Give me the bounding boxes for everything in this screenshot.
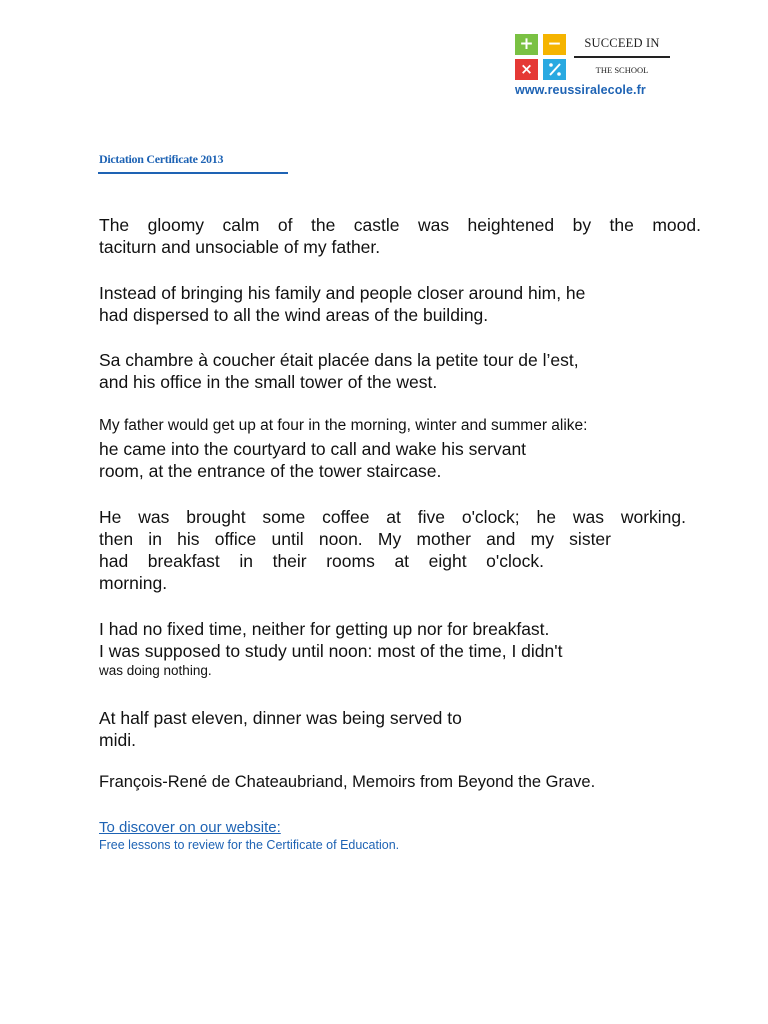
paragraph-line: I was supposed to study until noon: most of the time, I didn't	[99, 641, 563, 661]
paragraph-line: I had no fixed time, neither for getting up nor for breakfast.	[99, 619, 550, 639]
document-title: Dictation Certificate 2013	[99, 152, 224, 166]
paragraph-5	[99, 506, 686, 594]
plus-icon: +	[515, 34, 538, 55]
paragraph-line: had breakfast in their rooms at eight o'clock.	[99, 551, 544, 571]
paragraph-line: morning.	[99, 573, 168, 593]
paragraph-line: midi.	[99, 730, 136, 750]
paragraph-line: The gloomy calm of the castle was heightened by the mood.	[99, 215, 701, 235]
paragraph-line: room, at the entrance of the tower staircase.	[99, 461, 442, 481]
paragraph-line: Instead of bringing his family and people closer around him, he	[99, 283, 586, 303]
paragraph-line: and his office in the small tower of the west.	[99, 372, 438, 392]
brand-name-line2: THE SCHOOL	[595, 65, 649, 75]
website-link[interactable]: To discover on our website:	[99, 819, 281, 836]
paragraph-line: My father would get up at four in the morning, winter and summer alike:	[99, 417, 588, 434]
paragraph-line: taciturn and unsociable of my father.	[99, 237, 381, 257]
paragraph-line: He was brought some coffee at five o'clock; he was working.	[99, 507, 686, 527]
title-underline	[98, 172, 288, 174]
paragraph-4	[99, 416, 588, 482]
paragraph-1	[99, 214, 701, 258]
divide-icon	[543, 59, 566, 80]
paragraph-6	[99, 618, 562, 680]
attribution: François-René de Chateaubriand, Memoirs from Beyond the Grave.	[99, 773, 596, 791]
paragraph-line: had dispersed to all the wind areas of the building.	[99, 305, 489, 325]
paragraph-7	[99, 707, 462, 751]
paragraph-2	[99, 282, 585, 326]
brand-divider	[574, 56, 670, 58]
minus-icon: −	[543, 34, 566, 55]
paragraph-line: At half past eleven, dinner was being served to	[99, 708, 462, 728]
brand-name-line1: SUCCEED IN	[584, 36, 660, 50]
website-subtitle: Free lessons to review for the Certificate of Education.	[99, 838, 400, 852]
logo-tiles	[515, 34, 566, 81]
site-logo[interactable]	[515, 34, 695, 104]
multiply-icon: ×	[515, 59, 538, 80]
paragraph-line: he came into the courtyard to call and wake his servant	[99, 439, 527, 459]
paragraph-3	[99, 349, 579, 393]
paragraph-line: was doing nothing.	[99, 663, 212, 678]
paragraph-line: then in his office until noon. My mother and my sister	[99, 529, 611, 549]
paragraph-line: Sa chambre à coucher était placée dans la petite tour de l’est,	[99, 350, 579, 370]
site-url-link[interactable]: www.reussiralecole.fr	[515, 83, 646, 97]
